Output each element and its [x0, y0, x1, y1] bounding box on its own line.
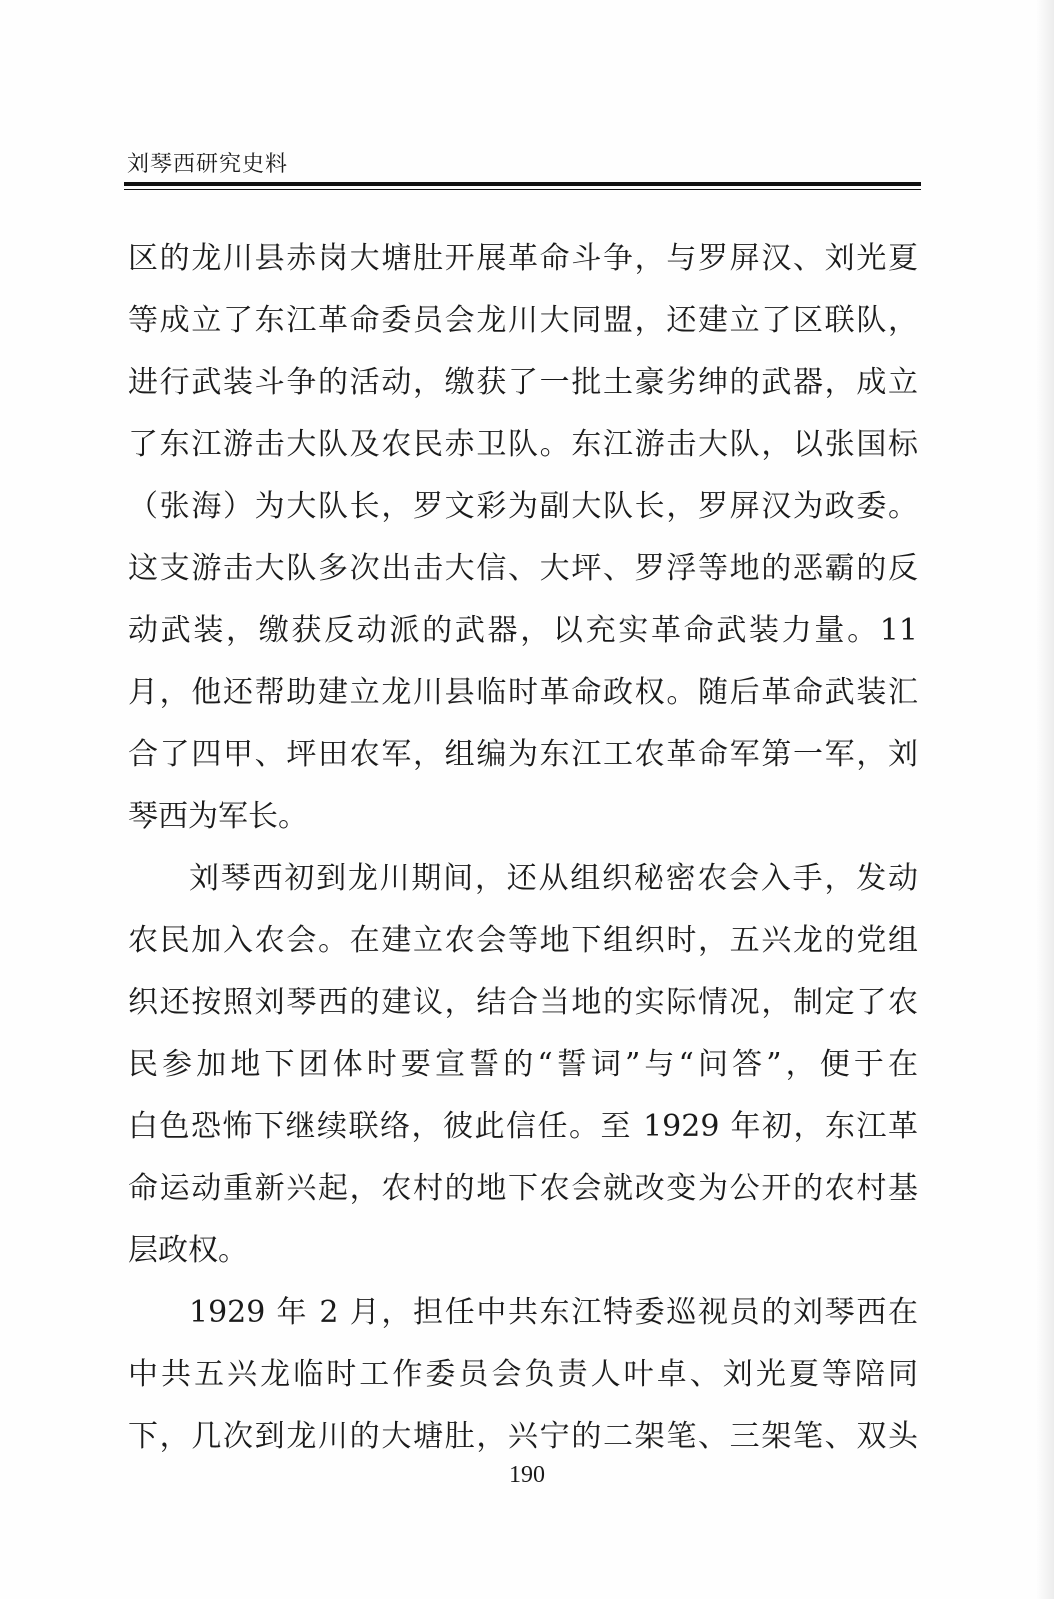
text-line: 这支游击大队多次出击大信、大坪、罗浮等地的恶霸的反	[128, 551, 918, 586]
body-text	[128, 228, 918, 1468]
text-line: 下，几次到龙川的大塘肚，兴宁的二架笔、三架笔、双头	[128, 1419, 918, 1454]
text-line: 琴西为军长。	[128, 799, 308, 834]
text-line: 等成立了东江革命委员会龙川大同盟，还建立了区联队，	[128, 303, 918, 338]
text-line: 命运动重新兴起，农村的地下农会就改变为公开的农村基	[128, 1171, 918, 1206]
header-rule-thick	[124, 182, 921, 186]
header-rule-thin	[124, 189, 921, 190]
text-line: 层政权。	[128, 1233, 248, 1268]
text-line: 月，他还帮助建立龙川县临时革命政权。随后革命武装汇	[128, 675, 918, 710]
text-line: 进行武装斗争的活动，缴获了一批土豪劣绅的武器，成立	[128, 365, 918, 400]
text-line: 白色恐怖下继续联络，彼此信任。至 1929 年初，东江革	[128, 1109, 918, 1144]
page-edge-shadow	[1036, 0, 1054, 1599]
paragraph-first-line: 1929 年 2 月，担任中共东江特委巡视员的刘琴西在	[189, 1295, 918, 1330]
text-line: 了东江游击大队及农民赤卫队。东江游击大队，以张国标	[128, 427, 918, 462]
text-line: 民参加地下团体时要宣誓的“誓词”与“问答”，便于在	[128, 1047, 918, 1082]
running-header-title: 刘琴西研究史料	[127, 152, 289, 177]
text-line: （张海）为大队长，罗文彩为副大队长，罗屏汉为政委。	[128, 489, 918, 524]
text-line: 区的龙川县赤岗大塘肚开展革命斗争，与罗屏汉、刘光夏	[128, 241, 918, 276]
text-line: 合了四甲、坪田农军，组编为东江工农革命军第一军，刘	[128, 737, 918, 772]
text-line: 动武装，缴获反动派的武器，以充实革命武装力量。11	[128, 613, 918, 648]
text-line: 中共五兴龙临时工作委员会负责人叶卓、刘光夏等陪同	[128, 1357, 918, 1392]
page-number: 190	[509, 1462, 545, 1488]
text-line: 织还按照刘琴西的建议，结合当地的实际情况，制定了农	[128, 985, 918, 1020]
paragraph-first-line: 刘琴西初到龙川期间，还从组织秘密农会入手，发动	[189, 861, 918, 896]
text-line: 农民加入农会。在建立农会等地下组织时，五兴龙的党组	[128, 923, 918, 958]
